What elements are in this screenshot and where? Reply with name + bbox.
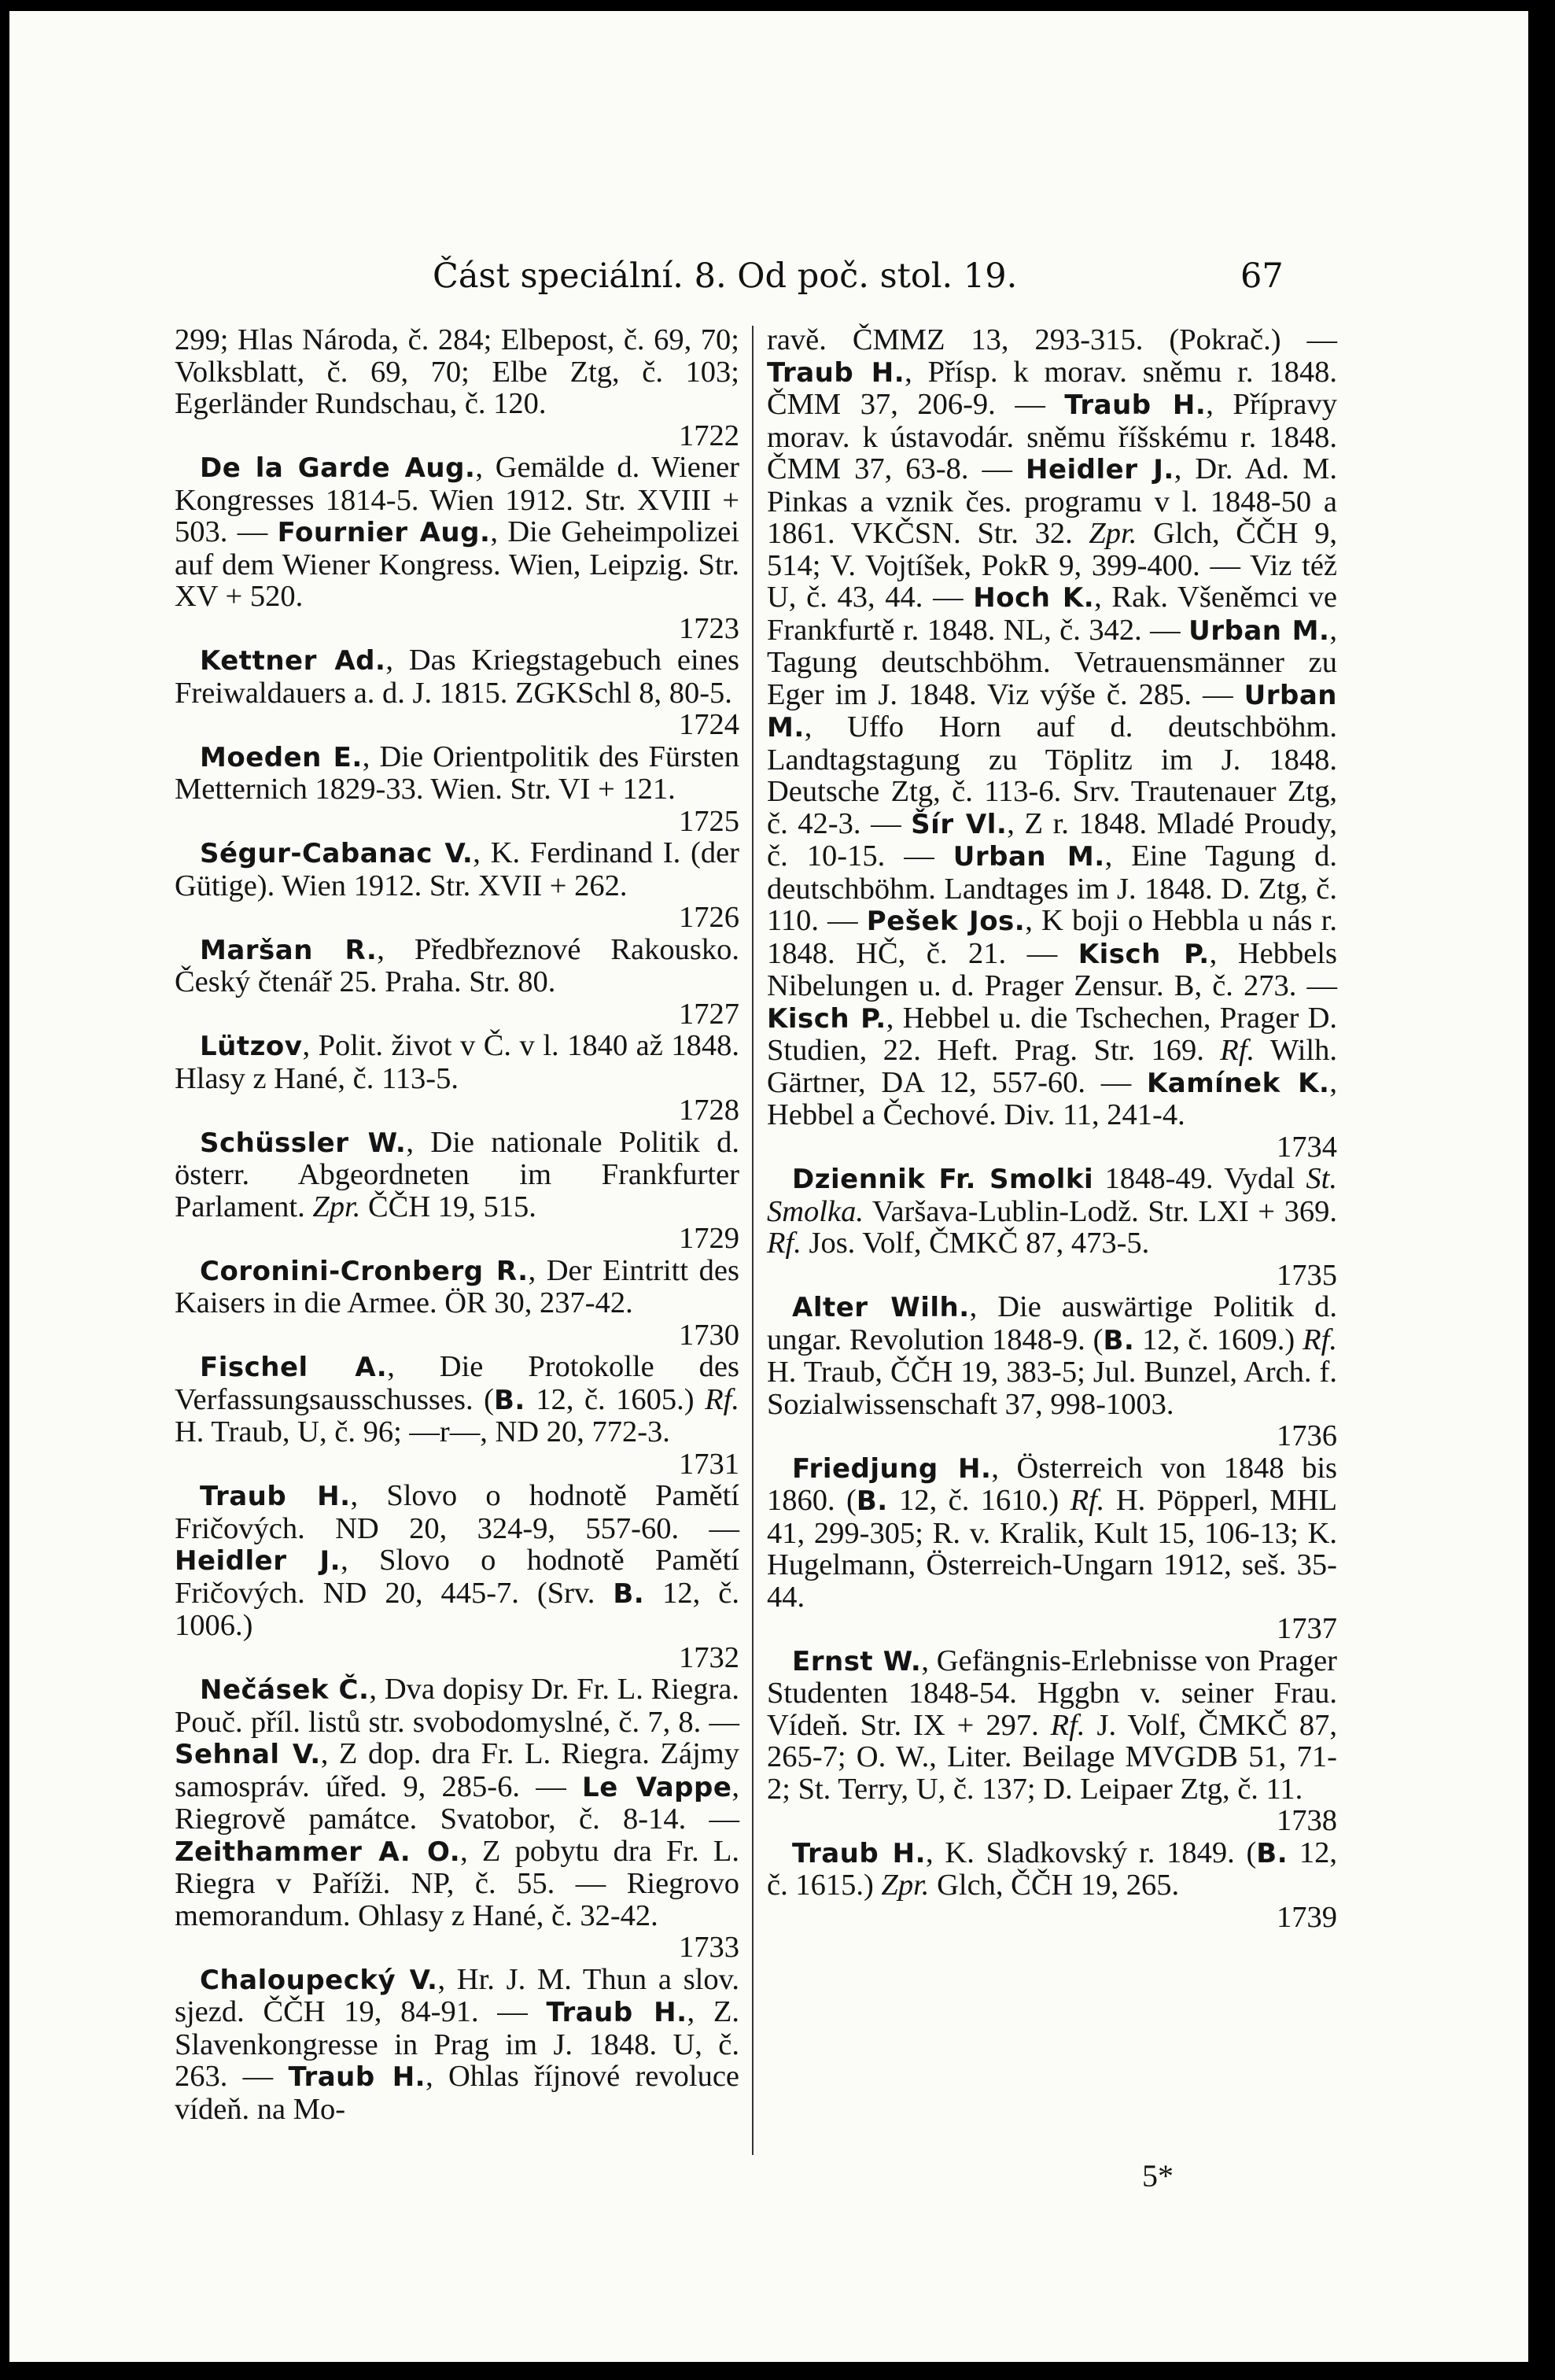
right-column	[767, 324, 1337, 1933]
abbrev-label: Rf.	[1220, 1034, 1255, 1067]
bibliography-entry	[175, 1673, 739, 1964]
column-divider	[752, 326, 754, 2155]
entry-number: 1726	[679, 901, 739, 934]
author-name: Traub H.	[767, 356, 905, 389]
author-name: Urban M.	[1188, 614, 1330, 647]
entry-text: , Dr. Ad. M. Pinkas a vznik čes. programu v l. 1848-50 a 1861. VKČSN. Str. 32.	[767, 452, 1337, 550]
entry-text: , Z. Slavenkongresse in Prag im J. 1848. U, č. 263. —	[175, 1995, 740, 2093]
author-name: Heidler J.	[1026, 454, 1174, 485]
abbrev-label: Rf.	[767, 1227, 801, 1260]
bibliography-entry	[175, 452, 739, 644]
entry-text: , Polit. život v Č. v l. 1840 až 1848. Hlasy z Hané, č. 113-5.	[175, 1029, 739, 1095]
abbrev-label: Zpr.	[881, 1869, 930, 1902]
author-name: Kisch P.	[767, 1002, 886, 1035]
author-name: Urban M.	[767, 679, 1337, 744]
entry-number: 1735	[1277, 1258, 1337, 1292]
bibliography-entry	[175, 1480, 739, 1673]
book-page	[9, 11, 1528, 2362]
entry-text: ravě. ČMMZ 13, 293-315. (Pokrač.) —	[767, 323, 1337, 356]
entry-text: H. Traub, ČČH 19, 383-5; Jul. Bunzel, Arch. f. Sozialwissenschaft 37, 998-1003.	[767, 1356, 1337, 1421]
bibliography-entry	[175, 1255, 739, 1352]
entry-number: 1725	[679, 804, 739, 838]
bibliography-entry	[175, 1127, 739, 1255]
entry-text: , K boji o Hebbla u nás r. 1848. HČ, č. 21. —	[767, 904, 1338, 970]
entry-text: 12, č. 1609.)	[1134, 1323, 1303, 1356]
author-name: Traub H.	[546, 1997, 687, 2028]
entry-text: , Das Kriegstagebuch eines Freiwaldauers a. d. J. 1815. ZGKSchl 8, 80-5.	[175, 644, 739, 710]
abbrev-label: Rf.	[1050, 1708, 1085, 1742]
author-name: B.	[856, 1485, 888, 1517]
author-name: B.	[493, 1384, 525, 1416]
author-name: Le Vappe	[582, 1771, 732, 1803]
author-name: B.	[1256, 1837, 1288, 1869]
bibliography-entry	[175, 837, 739, 934]
author-name: Traub H.	[1064, 389, 1207, 421]
entry-text: , Die Geheimpolizei auf dem Wiener Kongress. Wien, Leipzig. Str. XV + 520.	[175, 515, 739, 613]
bibliography-entry	[175, 741, 739, 838]
entry-text: , Der Eintritt des Kaisers in die Armee. ÖR 30, 237-42.	[175, 1253, 739, 1319]
author-name: Hoch K.	[973, 582, 1095, 614]
entry-number: 1733	[679, 1931, 739, 1964]
author-name: Moeden E.	[200, 741, 363, 773]
author-name: Traub H.	[792, 1837, 927, 1869]
author-name: Traub H.	[288, 2061, 426, 2093]
entry-text: , Tagung deutschböhm. Vetrauensmänner zu Eger im J. 1848. Viz výše č. 285. —	[767, 613, 1338, 711]
entry-text: , Předbřeznové Rakousko. Český čtenář 25. Praha. Str. 80.	[175, 932, 739, 998]
entry-number: 1736	[1277, 1419, 1337, 1452]
entry-text: , Slovo o hodnotě Pamětí Fričových. ND 20, 445-7. (Srv.	[175, 1544, 739, 1610]
entry-text: , K. Ferdinand I. (der Gütige). Wien 1912. Str. XVII + 262.	[175, 836, 739, 902]
author-name: Ségur-Cabanac V.	[200, 838, 474, 869]
entry-text: , Z dop. dra Fr. L. Riegra. Zájmy samospráv. úřed. 9, 285-6. —	[175, 1737, 739, 1803]
author-name: De la Garde Aug.	[200, 452, 476, 484]
author-name: Kettner Ad.	[200, 645, 386, 677]
entry-text: Glch, ČČH 9, 514; V. Vojtíšek, PokR 9, 399-400. — Viz též U, č. 43, 44. —	[767, 517, 1337, 614]
bibliography-entry	[767, 1645, 1337, 1837]
author-name: Pešek Jos.	[866, 906, 1026, 937]
entry-number: 1722	[679, 419, 739, 452]
entry-number: 1727	[679, 997, 739, 1031]
abbrev-label: Zpr.	[1089, 517, 1137, 550]
entry-text: , Die auswärtige Politik d. ungar. Revolution 1848-9. (	[767, 1290, 1337, 1356]
entry-text: , Uffo Horn auf d. deutschböhm. Landtagstagung zu Töplitz im J. 1848. Deutsche Ztg, č. 113-6. Srv. Trautenauer Ztg, č. 42-3. —	[767, 710, 1337, 840]
entry-text: , Hebbel u. die Tschechen, Prager D. Studien, 22. Heft. Prag. Str. 169.	[767, 1001, 1338, 1067]
signature-mark: 5*	[1142, 2158, 1174, 2194]
entry-text: J. Volf, ČMKČ 87, 265-7; O. W., Liter. Beilage MVGDB 51, 71-2; St. Terry, U, č. 137; D. Leipaer Ztg, č. 11.	[767, 1708, 1337, 1806]
abbrev-label: Rf.	[705, 1382, 739, 1416]
entry-number: 1728	[679, 1094, 739, 1127]
author-name: Alter Wilh.	[792, 1292, 970, 1323]
author-name: Lützov	[200, 1031, 303, 1062]
entry-text: , Hebbels Nibelungen u. d. Prager Zensur. B, č. 273. —	[767, 936, 1337, 1002]
entry-text: , Gefängnis-Erlebnisse von Prager Studenten 1848-54. Hggbn v. seiner Frau. Vídeň. Str. IX + 297.	[767, 1644, 1338, 1742]
section-title: Část speciální. 8. Od poč. stol. 19.	[433, 256, 1018, 296]
entry-text: 12, č. 1615.)	[767, 1836, 1338, 1902]
abbrev-label: Zpr.	[312, 1190, 361, 1223]
entry-text: , K. Sladkovský r. 1849. (	[926, 1836, 1257, 1869]
author-name: B.	[613, 1577, 645, 1610]
entry-text: , Eine Tagung d. deutschböhm. Landtages im J. 1848. D. Ztg, č. 110. —	[767, 839, 1337, 937]
page-number: 67	[1240, 256, 1284, 296]
entry-number: 1739	[1277, 1900, 1337, 1934]
abbrev-label: Rf.	[1303, 1323, 1337, 1356]
author-name: Sehnal V.	[175, 1739, 321, 1770]
author-name: Fischel A.	[200, 1352, 388, 1383]
entry-number: 1737	[1277, 1612, 1337, 1645]
entry-text: , Die Protokolle des Verfassungsausschusses. (	[175, 1350, 739, 1416]
entry-text: 1848-49. Vydal	[1093, 1162, 1306, 1195]
entry-text: H. Pöpperl, MHL 41, 299-305; R. v. Kralik, Kult 15, 106-13; K. Hugelmann, Österreich-Ungarn 1912, seš. 35-44.	[767, 1484, 1338, 1614]
author-name: Coronini-Cronberg R.	[200, 1255, 529, 1287]
entry-text: ČČH 19, 515.	[360, 1190, 536, 1223]
entry-text: Glch, ČČH 19, 265.	[929, 1869, 1180, 1902]
entry-text: , Riegrově památce. Svatobor, č. 8-14. —	[175, 1769, 740, 1836]
entry-number: 1724	[679, 708, 739, 741]
entry-text: Varšava-Lublin-Lodž. Str. LXI + 369.	[863, 1194, 1337, 1228]
author-name: Maršan R.	[200, 934, 378, 966]
author-name: Ernst W.	[792, 1645, 922, 1677]
entry-text: 12, č. 1605.)	[525, 1382, 706, 1416]
entry-text: Wilh. Gärtner, DA 12, 557-60. —	[767, 1034, 1337, 1099]
bibliography-entry	[767, 1837, 1337, 1934]
entry-text: , Z pobytu dra Fr. L. Riegra v Paříži. NP, č. 55. — Riegrovo memorandum. Ohlasy z Hané, č. 32-42.	[175, 1834, 740, 1932]
bibliography-entry	[175, 1351, 739, 1480]
entry-number: 1732	[679, 1640, 739, 1674]
entry-text: , Rak. Všeněmci ve Frankfurtě r. 1848. NL, č. 342. —	[767, 581, 1337, 647]
author-name: Traub H.	[200, 1481, 351, 1512]
entry-text: , Die Orientpolitik des Fürsten Metternich 1829-33. Wien. Str. VI + 121.	[175, 740, 739, 806]
author-name: Fournier Aug.	[277, 517, 491, 548]
author-name: Šír Vl.	[911, 808, 1008, 840]
bibliography-entry	[175, 934, 739, 1031]
bibliography-entry	[767, 1291, 1337, 1452]
entry-text: , Dva dopisy Dr. Fr. L. Riegra. Pouč. příl. listů str. svobodomyslné, č. 7, 8. —	[175, 1673, 739, 1739]
author-name: Kamínek K.	[1146, 1067, 1330, 1099]
entry-text: , Slovo o hodnotě Pamětí Fričových. ND 20, 324-9, 557-60. —	[175, 1479, 739, 1545]
entry-number: 1729	[679, 1222, 739, 1255]
entry-text: , Die nationale Politik d. österr. Abgeordneten im Frankfurter Parlament.	[175, 1125, 740, 1223]
author-name: B.	[1103, 1324, 1135, 1356]
entry-text: , Z r. 1848. Mladé Proudy, č. 10-15. —	[767, 806, 1337, 873]
bibliography-entry	[767, 324, 1337, 1163]
entry-number: 1723	[679, 611, 739, 645]
author-name: Heidler J.	[175, 1545, 341, 1577]
entry-text: , Hr. J. M. Thun a slov. sjezd. ČČH 19, 84-91. —	[175, 1962, 739, 2028]
bibliography-entry	[175, 1030, 739, 1127]
author-name: Dziennik Fr. Smolki	[792, 1164, 1094, 1195]
running-header	[9, 256, 1528, 304]
bibliography-entry	[175, 1964, 739, 2126]
author-name: Chaloupecký V.	[200, 1964, 438, 1996]
bibliography-entry	[175, 644, 739, 741]
author-name: Friedjung H.	[792, 1452, 992, 1485]
entry-number: 1730	[679, 1318, 739, 1352]
abbrev-label: St. Smolka.	[767, 1162, 1337, 1228]
author-name: Nečásek Č.	[200, 1674, 370, 1706]
entry-number: 1738	[1277, 1804, 1337, 1837]
entry-number: 1731	[679, 1447, 739, 1481]
entry-text: , Přísp. k morav. sněmu r. 1848. ČMM 37, 206-9. —	[767, 355, 1338, 421]
entry-text: , Gemälde d. Wiener Kongresses 1814-5. Wien 1912. Str. XVIII + 503. —	[175, 451, 739, 548]
entry-text: 299; Hlas Národa, č. 284; Elbepost, č. 69, 70; Volksblatt, č. 69, 70; Elbe Ztg, č. 103; Egerländer Rundschau, č. 120.	[175, 323, 739, 420]
entry-text: Jos. Volf, ČMKČ 87, 473-5.	[801, 1227, 1150, 1260]
author-name: Schüssler W.	[200, 1127, 407, 1159]
entry-number: 1734	[1277, 1130, 1337, 1164]
entry-text: 12, č. 1610.)	[887, 1484, 1070, 1517]
bibliography-entry	[767, 1452, 1337, 1645]
entry-text: H. Traub, U, č. 96; —r—, ND 20, 772-3.	[175, 1415, 670, 1448]
left-column	[175, 324, 739, 2125]
entry-text: , Ohlas říjnové revoluce vídeň. na Mo-	[175, 2060, 740, 2126]
abbrev-label: Rf.	[1070, 1484, 1105, 1517]
bibliography-entry	[175, 324, 739, 452]
author-name: Kisch P.	[1078, 938, 1210, 970]
entry-text: 12, č. 1006.)	[175, 1576, 740, 1642]
author-name: Zeithammer A. O.	[175, 1836, 461, 1868]
entry-text: , Österreich von 1848 bis 1860. (	[767, 1451, 1337, 1517]
author-name: Urban M.	[953, 841, 1105, 873]
entry-text: , Přípravy morav. k ústavodár. sněmu říšskému r. 1848. ČMM 37, 63-8. —	[767, 388, 1338, 485]
entry-text: , Hebbel a Čechové. Div. 11, 241-4.	[767, 1065, 1337, 1131]
bibliography-entry	[767, 1163, 1337, 1291]
